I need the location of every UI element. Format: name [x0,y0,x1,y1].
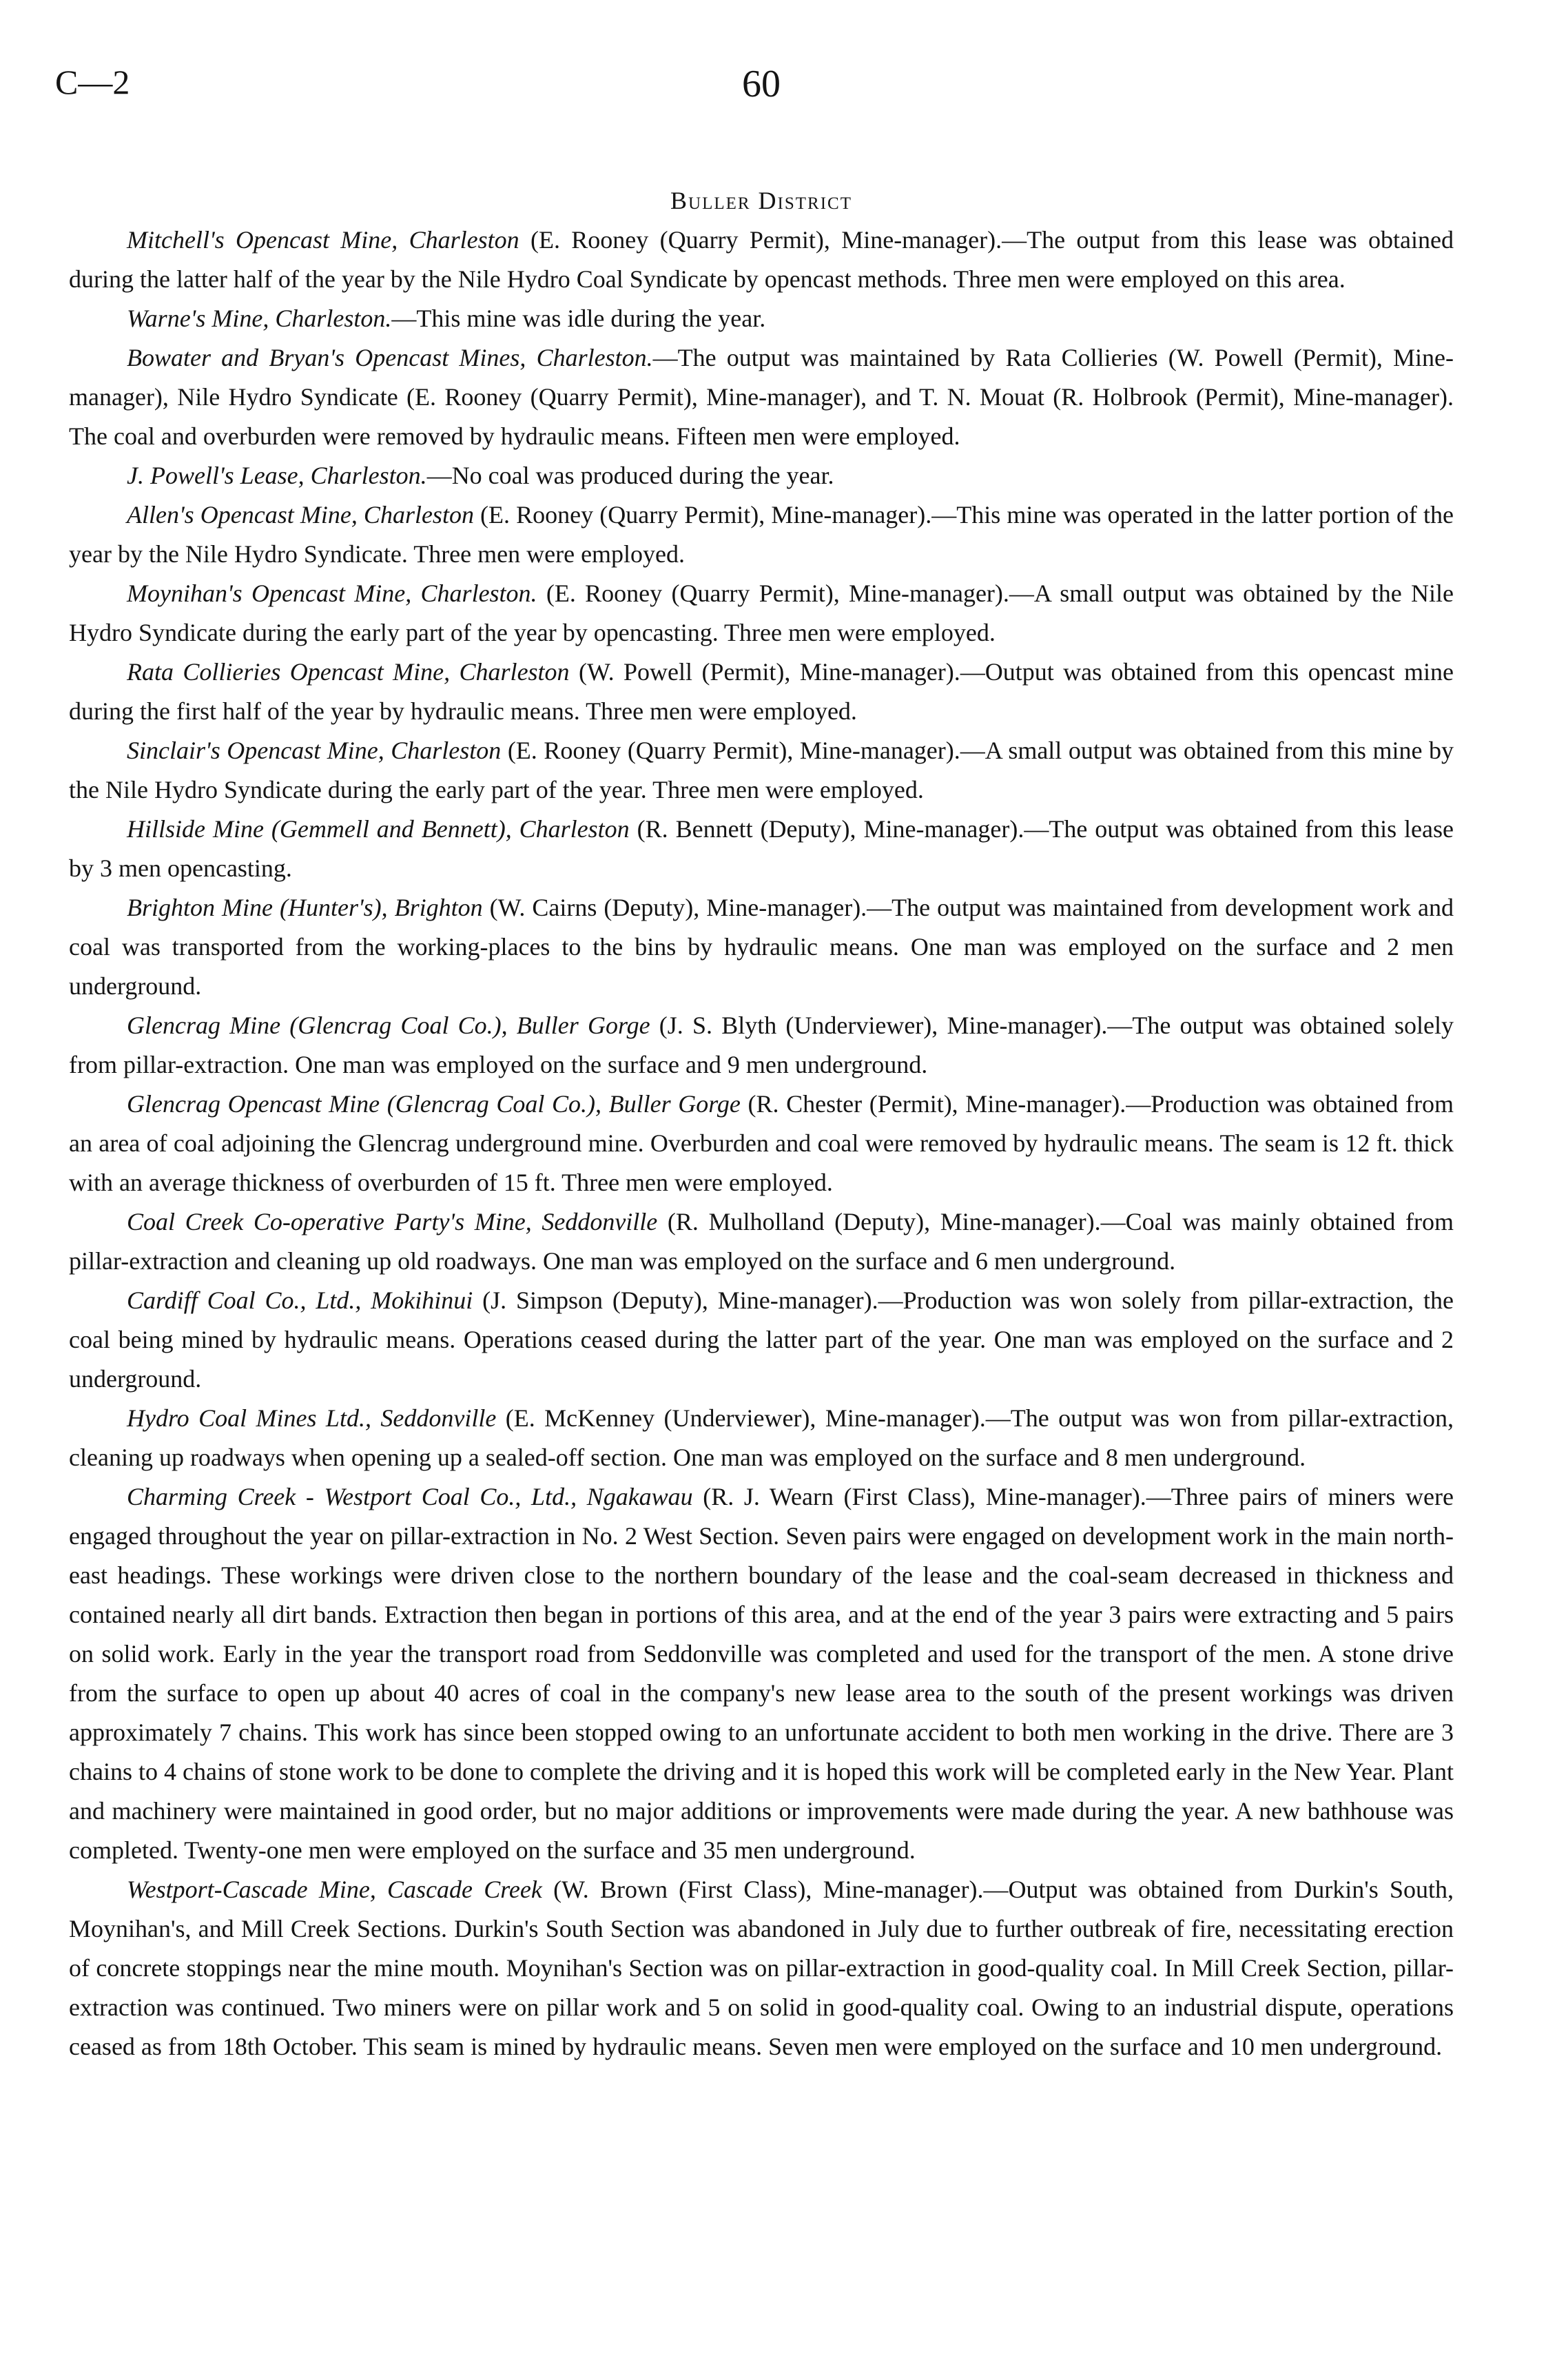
mine-name: Hydro Coal Mines Ltd., Seddonville [127,1404,497,1432]
mine-entry [69,574,1454,653]
mine-name: Glencrag Opencast Mine (Glencrag Coal Co.), Buller Gorge [127,1090,741,1118]
mine-report: (E. Rooney (Quarry Permit), Mine-manager).—This mine was operated in the latter portion of the year by the Nile Hydro Syndicate. Three men were employed. [69,501,1454,568]
mine-name: Mitchell's Opencast Mine, Charleston [127,226,519,254]
mine-name: Coal Creek Co-operative Party's Mine, Seddonville [127,1208,658,1235]
mine-report: (J. S. Blyth (Underviewer), Mine-manager).—The output was obtained solely from pillar-extraction. One man was employed on the surface and 9 men underground. [69,1012,1454,1078]
mine-report: (E. Rooney (Quarry Permit), Mine-manager).—The output from this lease was obtained during the latter half of the year by the Nile Hydro Coal Syndicate by opencast methods. Three men were employed on this area. [69,226,1454,293]
mine-name: Bowater and Bryan's Opencast Mines, Charleston. [127,344,653,371]
mine-report: —No coal was produced during the year. [426,462,834,489]
mine-entry [69,1006,1454,1085]
mine-report: —The output was maintained by Rata Collieries (W. Powell (Permit), Mine-manager), Nile Hydro Syndicate (E. Rooney (Quarry Permit), Mine-manager), and T. N. Mouat (R. Holbrook (Permit), Mine-manager). The coal and overburden were removed by hydraulic means. Fifteen men were employed. [69,344,1454,450]
mine-entry [69,1870,1454,2066]
mine-entry [69,1399,1454,1477]
page-header [55,41,1454,110]
mine-name: Glencrag Mine (Glencrag Coal Co.), Buller Gorge [127,1012,650,1039]
mine-name: Charming Creek - Westport Coal Co., Ltd., Ngakawau [127,1483,693,1510]
mine-name: J. Powell's Lease, Charleston. [127,462,427,489]
mine-entry [69,1202,1454,1281]
mine-report: (J. Simpson (Deputy), Mine-manager).—Production was won solely from pillar-extraction, the coal being mined by hydraulic means. Operations ceased during the latter part of the year. One man was employed on the surface and 2 underground. [69,1286,1454,1393]
mine-name: Warne's Mine, Charleston. [127,305,392,332]
mine-entry [69,456,1454,495]
section-title: Buller District [670,187,852,214]
mine-entry [69,338,1454,456]
mine-name: Westport-Cascade Mine, Cascade Creek [127,1876,542,1903]
mine-entry [69,1085,1454,1202]
mine-entry [69,1477,1454,1870]
mine-entry [69,653,1454,731]
mine-report: (R. J. Wearn (First Class), Mine-manager).—Three pairs of miners were engaged throughout the year on pillar-extraction in No. 2 West Section. Seven pairs were engaged on development work in the main north-east headings. These workings were driven close to the northern boundary of the lease and the coal-seam decreased in thickness and contained nearly all dirt bands. Extraction then began in portions of this area, and at the end of the year 3 pairs were extracting and 5 pairs on solid work. Early in the year the transport road from Seddonville was completed and used for the transport of the men. A stone drive from the surface to open up about 40 acres of coal in the company's new lease area to the south of the present workings was driven approximately 7 chains. This work has since been stopped owing to an unfortunate accident to both men working in the drive. There are 3 chains to 4 chains of stone work to be done to complete the driving and it is hoped this work will be completed early in the New Year. Plant and machinery were maintained in good order, but no major additions or improvements were made during the year. A new bathhouse was completed. Twenty-one men were employed on the surface and 35 men underground. [69,1483,1454,1864]
mine-report: (E. McKenney (Underviewer), Mine-manager).—The output was won from pillar-extraction, cleaning up roadways when opening up a sealed-off section. One man was employed on the surface and 8 men underground. [69,1404,1454,1471]
mine-report: (R. Chester (Permit), Mine-manager).—Production was obtained from an area of coal adjoining the Glencrag underground mine. Overburden and coal were removed by hydraulic means. The seam is 12 ft. thick with an average thickness of overburden of 15 ft. Three men were employed. [69,1090,1454,1196]
mine-report: (R. Mulholland (Deputy), Mine-manager).—Coal was mainly obtained from pillar-extraction and cleaning up old roadways. One man was employed on the surface and 6 men underground. [69,1208,1454,1275]
mine-entry [69,810,1454,888]
mine-report: (W. Powell (Permit), Mine-manager).—Output was obtained from this opencast mine during the first half of the year by hydraulic means. Three men were employed. [69,658,1454,725]
mine-report: (W. Cairns (Deputy), Mine-manager).—The output was maintained from development work and coal was transported from the working-places to the bins by hydraulic means. One man was employed on the surface and 2 men underground. [69,894,1454,1000]
mine-name: Rata Collieries Opencast Mine, Charleston [127,658,570,686]
mine-entry [69,220,1454,299]
mine-report: (R. Bennett (Deputy), Mine-manager).—The output was obtained from this lease by 3 men opencasting. [69,815,1454,882]
mine-name: Hillside Mine (Gemmell and Bennett), Charleston [127,815,630,843]
mine-report: —This mine was idle during the year. [391,305,766,332]
page-number: 60 [742,63,781,105]
mine-entry [69,888,1454,1006]
mine-entry [69,299,1454,338]
mine-name: Moynihan's Opencast Mine, Charleston. [127,579,537,607]
mine-name: Sinclair's Opencast Mine, Charleston [127,737,502,764]
document-page [55,41,1454,2066]
mine-entries [69,220,1454,2066]
page-reference: C—2 [55,63,130,101]
mine-name: Brighton Mine (Hunter's), Brighton [127,894,483,921]
mine-entry [69,1281,1454,1399]
mine-report: (W. Brown (First Class), Mine-manager).—Output was obtained from Durkin's South, Moynihan's, and Mill Creek Sections. Durkin's South Section was abandoned in July due to further outbreak of fire, necessitating erection of concrete stoppings near the mine mouth. Moynihan's Section was on pillar-extraction in good-quality coal. In Mill Creek Section, pillar-extraction was continued. Two miners were on pillar work and 5 on solid in good-quality coal. Owing to an industrial dispute, operations ceased as from 18th October. This seam is mined by hydraulic means. Seven men were employed on the surface and 10 men underground. [69,1876,1454,2060]
mine-name: Cardiff Coal Co., Ltd., Mokihinui [127,1286,473,1314]
mine-entry [69,495,1454,574]
mine-report: (E. Rooney (Quarry Permit), Mine-manager).—A small output was obtained by the Nile Hydro Syndicate during the early part of the year by opencasting. Three men were employed. [69,579,1454,646]
mine-report: (E. Rooney (Quarry Permit), Mine-manager).—A small output was obtained from this mine by the Nile Hydro Syndicate during the early part of the year. Three men were employed. [69,737,1454,803]
mine-name: Allen's Opencast Mine, Charleston [127,501,474,529]
mine-entry [69,731,1454,810]
